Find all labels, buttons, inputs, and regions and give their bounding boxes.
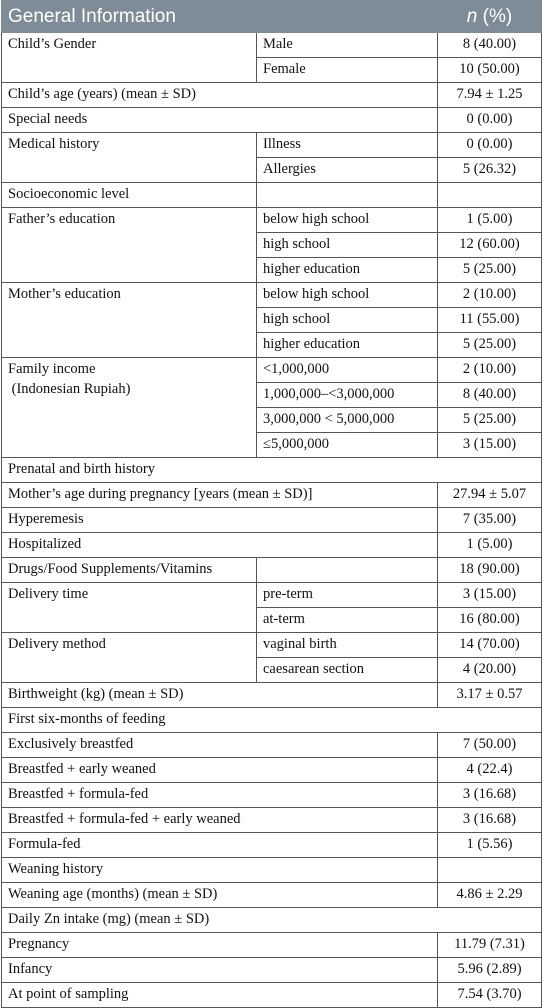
table-row <box>2 558 542 583</box>
header-n-percent <box>438 1 542 33</box>
row-label: Child’s age (years) (mean ± SD) <box>2 83 438 108</box>
table-row <box>2 633 542 658</box>
row-sublabel: vaginal birth <box>257 633 438 658</box>
row-value: 3 (16.68) <box>438 808 542 833</box>
row-sublabel: below high school <box>257 283 438 308</box>
row-value: 2 (10.00) <box>438 283 542 308</box>
row-value: 5 (25.00) <box>438 408 542 433</box>
row-label: Medical history <box>2 133 257 183</box>
row-label: Exclusively breastfed <box>2 733 438 758</box>
row-label: Breastfed + formula-fed <box>2 783 438 808</box>
row-value: 27.94 ± 5.07 <box>438 483 542 508</box>
row-label: Delivery method <box>2 633 257 683</box>
row-value: 0 (0.00) <box>438 133 542 158</box>
header-percent: (%) <box>482 5 513 27</box>
section-row <box>2 708 542 733</box>
row-label: Breastfed + formula-fed + early weaned <box>2 808 438 833</box>
table-row <box>2 783 542 808</box>
empty-cell <box>257 558 438 583</box>
family-income-currency: (Indonesian Rupiah) <box>8 381 131 397</box>
row-value: 2 (10.00) <box>438 358 542 383</box>
row-value: 1 (5.00) <box>438 208 542 233</box>
row-value: 5 (26.32) <box>438 158 542 183</box>
row-label: Father’s education <box>2 208 257 283</box>
row-value: 3.17 ± 0.57 <box>438 683 542 708</box>
table-row <box>2 283 542 308</box>
row-label: Pregnancy <box>2 933 438 958</box>
row-sublabel: Male <box>257 33 438 58</box>
table-row <box>2 808 542 833</box>
row-sublabel: caesarean section <box>257 658 438 683</box>
table-row <box>2 108 542 133</box>
section-row <box>2 908 542 933</box>
row-sublabel: higher education <box>257 333 438 358</box>
row-sublabel: <1,000,000 <box>257 358 438 383</box>
general-information-table <box>1 0 542 1008</box>
row-label: Child’s Gender <box>2 33 257 83</box>
row-value: 7 (35.00) <box>438 508 542 533</box>
row-value: 11 (55.00) <box>438 308 542 333</box>
section-heading: Weaning history <box>2 858 438 883</box>
row-sublabel: 1,000,000–<3,000,000 <box>257 383 438 408</box>
table-row <box>2 33 542 58</box>
table-row <box>2 583 542 608</box>
section-row <box>2 183 542 208</box>
row-value: 7.94 ± 1.25 <box>438 83 542 108</box>
row-value: 16 (80.00) <box>438 608 542 633</box>
row-value: 18 (90.00) <box>438 558 542 583</box>
empty-cell <box>438 183 542 208</box>
row-value: 3 (16.68) <box>438 783 542 808</box>
row-sublabel: below high school <box>257 208 438 233</box>
family-income-label: Family income <box>8 361 96 377</box>
table-row <box>2 983 542 1008</box>
row-sublabel: high school <box>257 308 438 333</box>
table-row <box>2 83 542 108</box>
row-label: Hospitalized <box>2 533 438 558</box>
table-row <box>2 733 542 758</box>
row-value: 7.54 (3.70) <box>438 983 542 1008</box>
row-label: Delivery time <box>2 583 257 633</box>
row-value: 4.86 ± 2.29 <box>438 883 542 908</box>
row-value: 0 (0.00) <box>438 108 542 133</box>
row-value: 14 (70.00) <box>438 633 542 658</box>
table-row <box>2 133 542 158</box>
row-value: 4 (22.4) <box>438 758 542 783</box>
empty-cell <box>438 858 542 883</box>
row-sublabel: pre-term <box>257 583 438 608</box>
table-row <box>2 358 542 383</box>
row-sublabel: higher education <box>257 258 438 283</box>
row-value: 4 (20.00) <box>438 658 542 683</box>
row-value: 7 (50.00) <box>438 733 542 758</box>
row-label: Weaning age (months) (mean ± SD) <box>2 883 438 908</box>
table-header-row <box>2 1 542 33</box>
row-sublabel: Illness <box>257 133 438 158</box>
row-sublabel: Allergies <box>257 158 438 183</box>
row-label: Drugs/Food Supplements/Vitamins <box>2 558 257 583</box>
row-value: 11.79 (7.31) <box>438 933 542 958</box>
row-value: 12 (60.00) <box>438 233 542 258</box>
empty-cell <box>257 183 438 208</box>
row-value: 8 (40.00) <box>438 33 542 58</box>
row-value: 8 (40.00) <box>438 383 542 408</box>
row-value: 3 (15.00) <box>438 433 542 458</box>
table-row <box>2 483 542 508</box>
table-row <box>2 958 542 983</box>
table-row <box>2 208 542 233</box>
table-row <box>2 508 542 533</box>
table-row <box>2 758 542 783</box>
header-general-information: General Information <box>2 1 438 33</box>
row-sublabel: Female <box>257 58 438 83</box>
row-value: 5.96 (2.89) <box>438 958 542 983</box>
row-value: 5 (25.00) <box>438 258 542 283</box>
row-sublabel: high school <box>257 233 438 258</box>
section-heading: Daily Zn intake (mg) (mean ± SD) <box>2 908 542 933</box>
section-row <box>2 458 542 483</box>
row-value: 1 (5.56) <box>438 833 542 858</box>
row-label: Formula-fed <box>2 833 438 858</box>
row-label: Breastfed + early weaned <box>2 758 438 783</box>
row-value: 3 (15.00) <box>438 583 542 608</box>
row-label: Infancy <box>2 958 438 983</box>
table-row <box>2 683 542 708</box>
row-sublabel: at-term <box>257 608 438 633</box>
row-label: Mother’s age during pregnancy [years (mean ± SD)] <box>2 483 438 508</box>
row-value: 1 (5.00) <box>438 533 542 558</box>
row-label <box>2 358 257 458</box>
row-label: At point of sampling <box>2 983 438 1008</box>
row-value: 5 (25.00) <box>438 333 542 358</box>
row-label: Birthweight (kg) (mean ± SD) <box>2 683 438 708</box>
row-label: Special needs <box>2 108 438 133</box>
row-label: Hyperemesis <box>2 508 438 533</box>
table-row <box>2 933 542 958</box>
table-row <box>2 833 542 858</box>
section-row <box>2 858 542 883</box>
row-sublabel: 3,000,000 < 5,000,000 <box>257 408 438 433</box>
section-heading: First six-months of feeding <box>2 708 542 733</box>
header-n-symbol: n <box>466 5 478 27</box>
row-value: 10 (50.00) <box>438 58 542 83</box>
section-heading: Socioeconomic level <box>2 183 257 208</box>
table-row <box>2 883 542 908</box>
row-label: Mother’s education <box>2 283 257 358</box>
row-sublabel: ≤5,000,000 <box>257 433 438 458</box>
section-heading: Prenatal and birth history <box>2 458 542 483</box>
table-row <box>2 533 542 558</box>
